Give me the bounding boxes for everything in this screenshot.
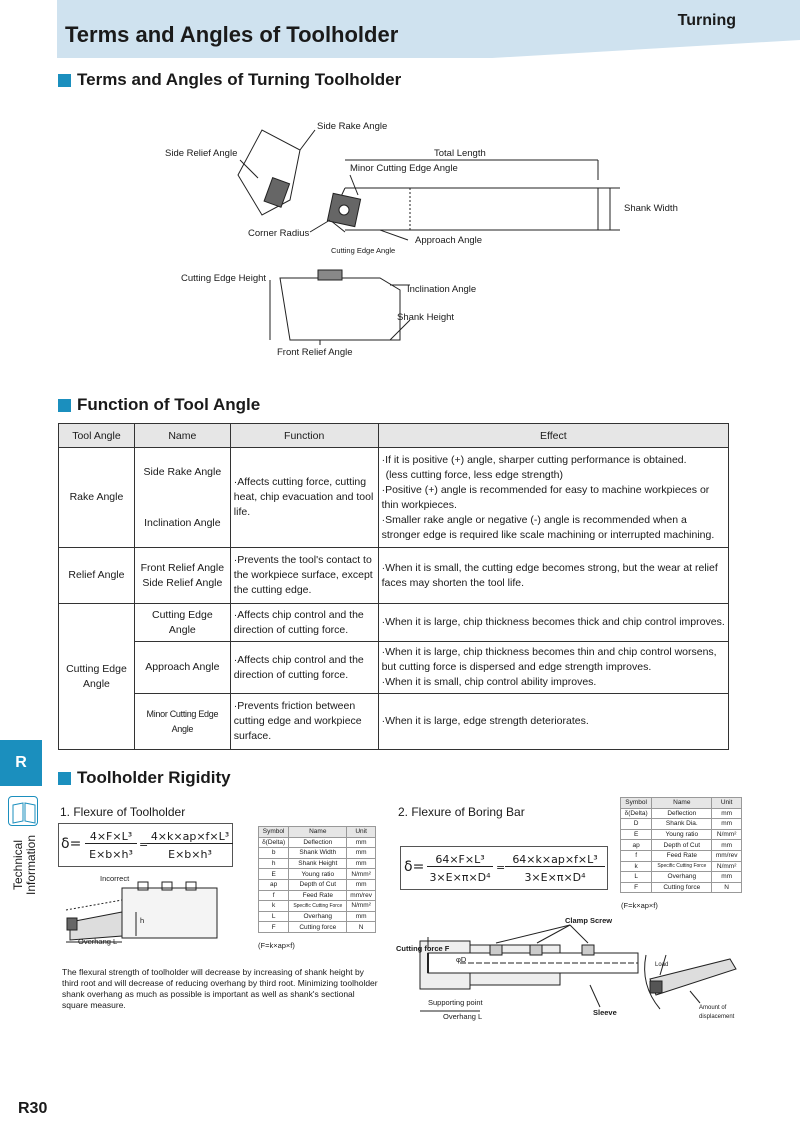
symbol-row: [259, 858, 376, 869]
symbol-cell: E: [259, 869, 289, 880]
group-cutting: Cutting Edge Angle: [59, 604, 135, 750]
symbol-cell: E: [621, 829, 652, 840]
label-supporting-point: Supporting point: [428, 998, 483, 1007]
symbol-header-cell: Name: [289, 827, 347, 838]
label-cutting-force: Cutting force F: [396, 944, 450, 953]
symbol-cell: mm: [347, 879, 376, 890]
symbol-header-cell: Unit: [347, 827, 376, 838]
toolholder-diagram: [0, 0, 800, 360]
symbol-cell: mm: [347, 858, 376, 869]
symbol-row: [259, 837, 376, 848]
formula-toolholder: [58, 823, 233, 867]
sym1-note: (F=k×ap×f): [258, 941, 295, 950]
symbol-cell: N/mm²: [712, 861, 742, 872]
label-shank-height: Shank Height: [397, 312, 455, 323]
label-inclination: Inclination Angle: [407, 284, 477, 295]
name-side-rake: Side Rake Angle: [143, 465, 222, 478]
symbol-table-2: [620, 797, 742, 893]
symbol-cell: mm: [712, 819, 742, 830]
symbol-cell: k: [621, 861, 652, 872]
symbol-cell: mm/rev: [347, 890, 376, 901]
function-minor-cutting: ·Prevents friction between cutting edge and workpiece surface.: [230, 694, 378, 750]
function-table: [58, 423, 729, 750]
name-approach: Approach Angle: [134, 642, 230, 694]
header-name: Name: [134, 424, 230, 448]
label-shank-width: Shank Width: [624, 203, 678, 214]
symbol-row: [259, 869, 376, 880]
group-rake: Rake Angle: [59, 448, 135, 548]
label-total-length: Total Length: [434, 148, 486, 159]
symbol-cell: mm: [712, 808, 742, 819]
label-overhang-2: Overhang L: [443, 1012, 483, 1021]
flexure-toolholder-title: 1. Flexure of Toolholder: [60, 805, 186, 819]
symbol-cell: Overhang: [652, 872, 712, 883]
symbol-cell: Deflection: [289, 837, 347, 848]
table-header-row: [59, 424, 729, 448]
symbol-cell: F: [259, 922, 289, 933]
name-cell-rake: [134, 448, 230, 548]
symbol-cell: Overhang: [289, 911, 347, 922]
formula-eq: =: [496, 861, 506, 874]
effect-minor-cutting: ·When it is large, edge strength deteriorates.: [378, 694, 728, 750]
label-approach: Approach Angle: [415, 235, 483, 246]
effect-cutting-edge: ·When it is large, chip thickness becomes thick and chip control improves.: [378, 604, 728, 642]
symbol-cell: ap: [621, 840, 652, 851]
symbol-header-row: [621, 798, 742, 809]
symbol-row: [621, 861, 742, 872]
page-title: Terms and Angles of Toolholder: [65, 22, 399, 47]
effect-line: ·If it is positive (+) angle, sharper cutting performance is obtained.: [381, 453, 687, 466]
symbol-row: [259, 848, 376, 859]
symbol-cell: Feed Rate: [652, 850, 712, 861]
book-icon: [8, 796, 38, 826]
effect-rake: [378, 448, 728, 548]
symbol-header-cell: Symbol: [259, 827, 289, 838]
boring-bar-diagram: [400, 915, 740, 1025]
symbol-cell: δ(Delta): [621, 808, 652, 819]
name-inclination: Inclination Angle: [144, 516, 221, 529]
symbol-cell: Young ratio: [652, 829, 712, 840]
formula-num: 64×F×L³: [427, 853, 493, 867]
label-phi-d: φD: [456, 955, 467, 964]
effect-line: ·When it is small, chip control ability improves.: [381, 676, 597, 688]
symbol-cell: L: [621, 872, 652, 883]
heading-square-icon: [58, 772, 71, 785]
symbol-header-cell: Symbol: [621, 798, 652, 809]
symbol-cell: ap: [259, 879, 289, 890]
effect-approach: [378, 642, 728, 694]
side-tab-r[interactable]: R: [0, 740, 42, 786]
label-side-relief: Side Relief Angle: [165, 148, 238, 159]
name-cutting-edge: Cutting Edge Angle: [134, 604, 230, 642]
group-relief: Relief Angle: [59, 548, 135, 604]
name-side-relief: Side Relief Angle: [142, 576, 223, 589]
heading-text: Function of Tool Angle: [77, 395, 261, 414]
symbol-cell: Specific Cutting Force: [289, 901, 347, 912]
label-front-relief: Front Relief Angle: [277, 347, 353, 358]
symbol-cell: Cutting force: [289, 922, 347, 933]
formula-eq: =: [139, 838, 149, 851]
section-label: Turning: [677, 12, 736, 29]
symbol-cell: Deflection: [652, 808, 712, 819]
symbol-cell: mm: [347, 837, 376, 848]
symbol-header-row: [259, 827, 376, 838]
symbol-row: [259, 901, 376, 912]
symbol-row: [259, 911, 376, 922]
symbol-cell: L: [259, 911, 289, 922]
side-text: Technical Information: [11, 834, 38, 896]
effect-line: ·When it is large, chip thickness becomes thin and chip control worsens, but cutting force is dispersed and edge strength improves.: [381, 646, 717, 673]
label-clamp-screw: Clamp Screw: [565, 916, 613, 925]
symbol-cell: D: [621, 819, 652, 830]
header-tool-angle: Tool Angle: [59, 424, 135, 448]
symbol-cell: f: [621, 850, 652, 861]
table-row-cutting-3: [59, 694, 729, 750]
formula-den: E×b×h³: [168, 848, 212, 861]
effect-line: (less cutting force, less edge strength): [385, 468, 564, 481]
formula-den: 3×E×π×D⁴: [429, 871, 491, 884]
symbol-cell: Cutting force: [652, 882, 712, 893]
symbol-cell: Feed Rate: [289, 890, 347, 901]
heading-square-icon: [58, 399, 71, 412]
label-minor-cutting: Minor Cutting Edge Angle: [350, 163, 458, 174]
formula-num: 4×k×ap×f×L³: [147, 830, 233, 844]
symbol-row: [621, 829, 742, 840]
label-h: h: [140, 916, 145, 925]
symbol-row: [621, 819, 742, 830]
symbol-cell: Depth of Cut: [652, 840, 712, 851]
symbol-row: [621, 808, 742, 819]
symbol-row: [621, 872, 742, 883]
label-displacement: Amount of displacement: [699, 1005, 735, 1020]
header-effect: Effect: [378, 424, 728, 448]
symbol-table-1: [258, 826, 376, 933]
symbol-cell: mm: [347, 848, 376, 859]
symbol-row: [621, 840, 742, 851]
symbol-cell: Specific Cutting Force: [652, 861, 712, 872]
symbol-cell: mm: [712, 872, 742, 883]
function-rake: ·Affects cutting force, cutting heat, chip evacuation and tool life.: [230, 448, 378, 548]
page-number: R30: [18, 1100, 48, 1117]
symbol-cell: N: [712, 882, 742, 893]
symbol-header-cell: Name: [652, 798, 712, 809]
sym2-note: (F=k×ap×f): [621, 901, 658, 910]
symbol-cell: b: [259, 848, 289, 859]
label-cutting-edge-height: Cutting Edge Height: [181, 273, 267, 284]
effect-line: ·Positive (+) angle is recommended for easy to machine workpieces or thin workpieces.: [381, 483, 710, 511]
rigidity-paragraph: The flexural strength of toolholder will decrease by increasing of shank height by third root and will decrease of reducing overhang by third root. Minimizing toolholder shank overhang as much as possible is important as well as shank's sectional square measure.: [62, 967, 378, 1010]
symbol-cell: Depth of Cut: [289, 879, 347, 890]
formula-boring-bar: [400, 846, 608, 890]
symbol-cell: F: [621, 882, 652, 893]
heading-text: Terms and Angles of Turning Toolholder: [77, 70, 402, 89]
symbol-cell: Shank Dia.: [652, 819, 712, 830]
symbol-cell: Shank Height: [289, 858, 347, 869]
symbol-row: [259, 879, 376, 890]
label-corner-radius: Corner Radius: [248, 228, 310, 239]
flexure-boring-bar-title: 2. Flexure of Boring Bar: [398, 805, 525, 819]
symbol-cell: k: [259, 901, 289, 912]
formula-num: 4×F×L³: [85, 830, 137, 844]
function-approach: ·Affects chip control and the direction of cutting force.: [230, 642, 378, 694]
symbol-cell: N/mm²: [347, 901, 376, 912]
function-cutting-edge: ·Affects chip control and the direction of cutting force.: [230, 604, 378, 642]
formula-lhs: δ=: [404, 859, 425, 875]
symbol-cell: Shank Width: [289, 848, 347, 859]
symbol-cell: mm: [712, 840, 742, 851]
formula-lhs: δ=: [61, 836, 82, 852]
heading-text: Toolholder Rigidity: [77, 768, 231, 787]
symbol-cell: N/mm²: [347, 869, 376, 880]
effect-relief: ·When it is small, the cutting edge becomes strong, but the wear at relief faces may shorten the tool life.: [378, 548, 728, 604]
label-sleeve: Sleeve: [593, 1008, 617, 1017]
symbol-row: [259, 922, 376, 933]
name-cell-relief: [134, 548, 230, 604]
name-front-relief: Front Relief Angle: [140, 561, 225, 574]
name-minor-cutting: Minor Cutting Edge Angle: [134, 694, 230, 750]
section-heading-function: [58, 395, 260, 415]
symbol-row: [259, 890, 376, 901]
label-overhang-1: Overhang L: [78, 937, 118, 946]
symbol-cell: N: [347, 922, 376, 933]
symbol-cell: mm: [347, 911, 376, 922]
effect-line: ·Smaller rake angle or negative (-) angle is recommended when a stronger edge is required like scale machining or interrupted machining.: [381, 513, 715, 541]
symbol-cell: f: [259, 890, 289, 901]
label-cutting-edge-angle: Cutting Edge Angle: [331, 246, 396, 255]
symbol-cell: mm/rev: [712, 850, 742, 861]
formula-den: 3×E×π×D⁴: [524, 871, 586, 884]
formula-num: 64×k×ap×f×L³: [505, 853, 605, 867]
symbol-cell: h: [259, 858, 289, 869]
label-incorrect: Incorrect: [100, 874, 130, 883]
symbol-row: [621, 882, 742, 893]
symbol-row: [621, 850, 742, 861]
symbol-cell: Young ratio: [289, 869, 347, 880]
function-relief: ·Prevents the tool's contact to the workpiece surface, except the cutting edge.: [230, 548, 378, 604]
label-load: Load: [655, 962, 669, 968]
symbol-cell: δ(Delta): [259, 837, 289, 848]
symbol-cell: N/mm²: [712, 829, 742, 840]
label-side-rake: Side Rake Angle: [317, 121, 388, 132]
table-row-rake: [59, 448, 729, 548]
table-row-cutting-1: [59, 604, 729, 642]
header-function: Function: [230, 424, 378, 448]
table-row-relief: [59, 548, 729, 604]
symbol-header-cell: Unit: [712, 798, 742, 809]
formula-den: E×b×h³: [89, 848, 133, 861]
table-row-cutting-2: [59, 642, 729, 694]
section-heading-rigidity: [58, 768, 231, 788]
